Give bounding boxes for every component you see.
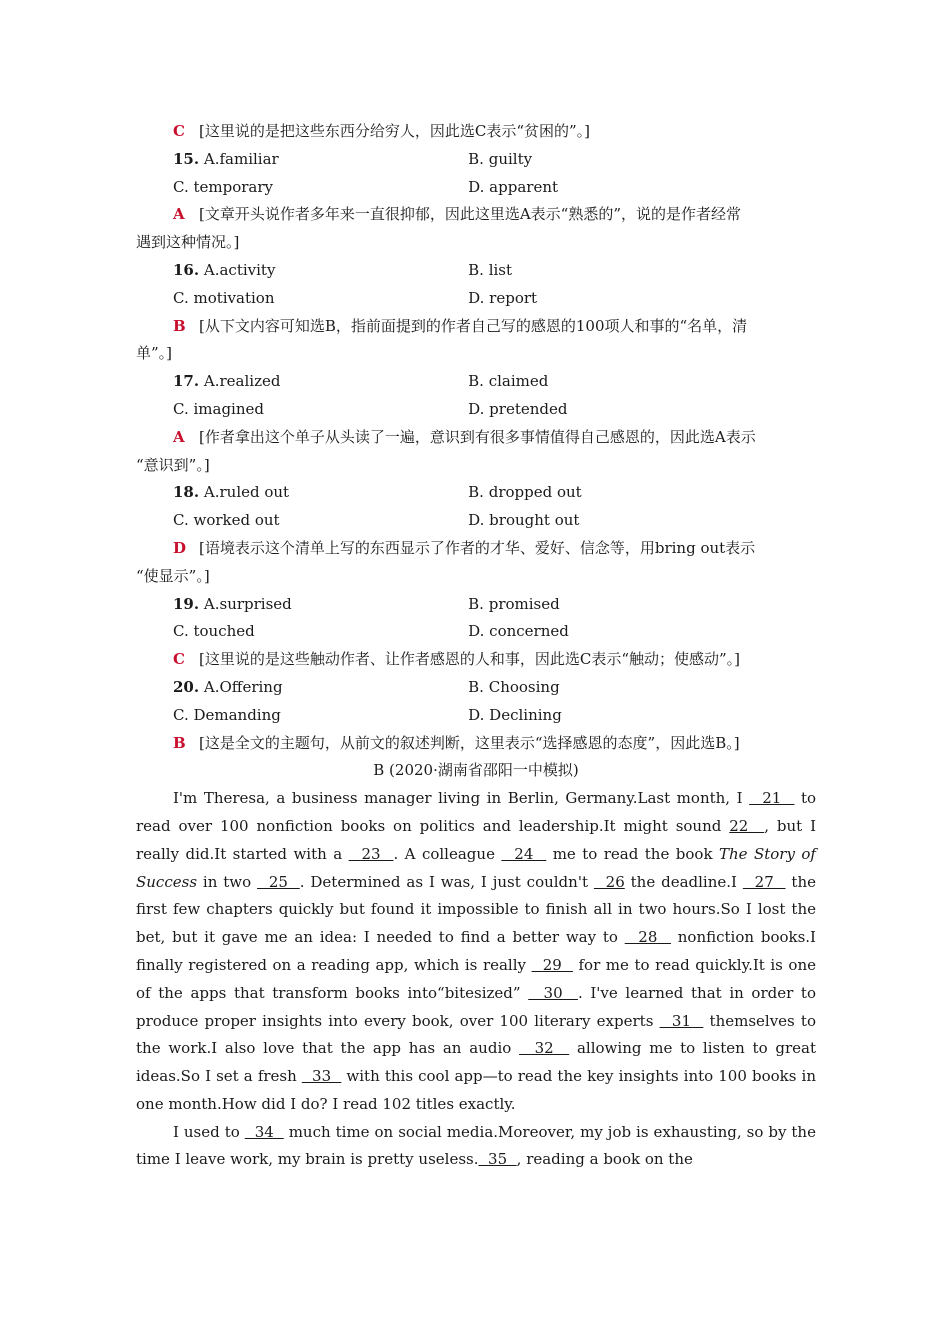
option-b: B. guilty (468, 149, 533, 168)
blank-34: 34 (244, 1122, 284, 1141)
answer-letter: D (173, 538, 187, 557)
answer-continuation: 遇到这种情况。] (136, 233, 240, 252)
passage-text: I'm Theresa, a business manager living in Berlin, Germany.Last month, I (173, 789, 750, 808)
blank-35: 35 (478, 1150, 517, 1169)
question-list (136, 146, 816, 758)
passage-text: for me to read quickly.It is one of the apps that transform books into“bitesized” (136, 955, 816, 1002)
answer-line (136, 424, 816, 452)
option-d: D. report (468, 288, 538, 307)
answer-letter: A (173, 205, 185, 224)
question-row-cd (136, 285, 816, 313)
cloze-passage (136, 785, 816, 1174)
document-page (136, 118, 816, 1174)
passage-text: . A colleague (393, 844, 502, 863)
option-b: B. Choosing (468, 677, 560, 696)
passage-text: , but I really did.It started with a (136, 816, 816, 863)
blank-22: 22 (729, 816, 765, 835)
answer-line (136, 313, 816, 341)
blank-31: 31 (659, 1011, 704, 1030)
option-d: D. apparent (468, 177, 559, 196)
question-number: 19. (173, 594, 200, 613)
question-row-cd (136, 702, 816, 730)
option-c: C. imagined (173, 399, 264, 418)
answer-explanation: [从下文内容可知选B，指前面提到的作者自己写的感恩的100项人和事的“名单，清 (199, 316, 748, 335)
option-d: D. concerned (468, 622, 569, 641)
answer-letter: B (173, 733, 186, 752)
answer-continuation: “意识到”。] (136, 455, 210, 474)
option-c: C. temporary (173, 177, 273, 196)
option-b: B. list (468, 260, 513, 279)
blank-24: 24 (501, 844, 547, 863)
q14-answer-line (136, 118, 816, 146)
passage-text: nonfiction books.I finally registered on a reading app, which is really (136, 928, 816, 974)
blank-23: 23 (348, 844, 394, 863)
question-row-ab (136, 674, 816, 702)
passage-text: with this cool app—to read the key insights into 100 books in one month.How did I do? I read 102 titles exactly. (136, 1067, 816, 1113)
passage-text: themselves to the work.I also love that the app has an audio (136, 1011, 816, 1058)
passage-text: the first few chapters quickly but found it impossible to finish all in two hours.So I lost the bet, but it gave me an idea: I needed to find a better way to (136, 872, 816, 947)
blank-33: 33 (301, 1067, 342, 1086)
question-row-cd (136, 174, 816, 202)
option-b: B. dropped out (468, 483, 582, 502)
answer-letter: A (173, 427, 185, 446)
passage-text: me to read the book (546, 844, 719, 863)
question-row-ab (136, 591, 816, 619)
question-number: 18. (173, 483, 200, 502)
option-a: A.activity (203, 260, 276, 279)
option-d: D. pretended (468, 399, 568, 418)
answer-explanation: [文章开头说作者多年来一直很抑郁，因此这里选A表示“熟悉的”，说的是作者经常 (199, 205, 742, 224)
passage-text: I used to (173, 1122, 245, 1141)
answer-explanation: [这是全文的主题句，从前文的叙述判断，这里表示“选择感恩的态度”，因此选B。] (199, 733, 740, 752)
question-row-cd (136, 396, 816, 424)
passage-text: . I've learned that in order to produce proper insights into every book, over 100 literary experts (136, 983, 816, 1030)
answer-explanation: [这里说的是把这些东西分给穷人，因此选C表示“贫困的”。] (199, 122, 591, 140)
answer-continuation: “使显示”。] (136, 566, 210, 585)
answer-line (136, 535, 816, 563)
section-b-title: B (2020·湖南省邵阳一中模拟) (373, 761, 579, 780)
blank-30: 30 (528, 983, 578, 1002)
question-row-ab (136, 257, 816, 285)
blank-29: 29 (531, 955, 573, 974)
question-number: 20. (173, 677, 200, 696)
option-a: A.Offering (203, 677, 283, 696)
passage-text: , reading a book on the (516, 1150, 693, 1169)
option-c: C. Demanding (173, 705, 281, 724)
passage-text: to read over 100 nonfiction books on politics and leadership.It might sound (136, 789, 816, 835)
passage-text: in two (197, 872, 258, 891)
option-c: C. touched (173, 622, 255, 641)
option-a: A.realized (203, 372, 281, 391)
passage-paragraph-2 (136, 1119, 816, 1175)
answer-explanation: [语境表示这个清单上写的东西显示了作者的才华、爱好、信念等，用bring out表示 (199, 538, 756, 557)
passage-text: much time on social media.Moreover, my job is exhausting, so by the time I leave work, my brain is pretty useless. (136, 1122, 816, 1169)
option-c: C. worked out (173, 511, 280, 530)
blank-26: 26 (593, 872, 625, 891)
answer-letter: B (173, 316, 186, 335)
option-a: A.surprised (203, 594, 292, 613)
question-number: 15. (173, 149, 200, 168)
blank-28: 28 (624, 928, 671, 947)
answer-explanation: [作者拿出这个单子从头读了一遍，意识到有很多事情值得自己感恩的，因此选A表示 (199, 427, 756, 446)
passage-text: allowing me to listen to great ideas.So I set a fresh (136, 1039, 816, 1086)
book-title: The Story of Success (136, 844, 816, 891)
option-a: A.familiar (203, 149, 279, 168)
passage-text: . Determined as I was, I just couldn't (299, 872, 594, 891)
answer-line (136, 646, 816, 674)
passage-text: the deadline.I (624, 872, 743, 891)
answer-letter: C (173, 122, 185, 140)
blank-25: 25 (257, 872, 300, 891)
question-row-cd (136, 618, 816, 646)
option-d: D. Declining (468, 705, 562, 724)
option-c: C. motivation (173, 288, 275, 307)
option-b: B. promised (468, 594, 560, 613)
option-b: B. claimed (468, 372, 549, 391)
passage-paragraph-1 (136, 785, 816, 1119)
question-row-ab (136, 479, 816, 507)
question-row-ab (136, 368, 816, 396)
answer-letter: C (173, 650, 185, 669)
question-number: 17. (173, 372, 200, 391)
blank-21: 21 (749, 789, 795, 808)
answer-continuation: 单”。] (136, 344, 173, 363)
question-number: 16. (173, 260, 200, 279)
option-d: D. brought out (468, 511, 580, 530)
question-row-cd (136, 507, 816, 535)
option-a: A.ruled out (203, 483, 290, 502)
answer-explanation: [这里说的是这些触动作者、让作者感恩的人和事，因此选C表示“触动；使感动”。] (199, 650, 741, 669)
blank-32: 32 (519, 1039, 570, 1058)
question-row-ab (136, 146, 816, 174)
answer-line (136, 730, 816, 758)
answer-line (136, 201, 816, 229)
blank-27: 27 (742, 872, 786, 891)
